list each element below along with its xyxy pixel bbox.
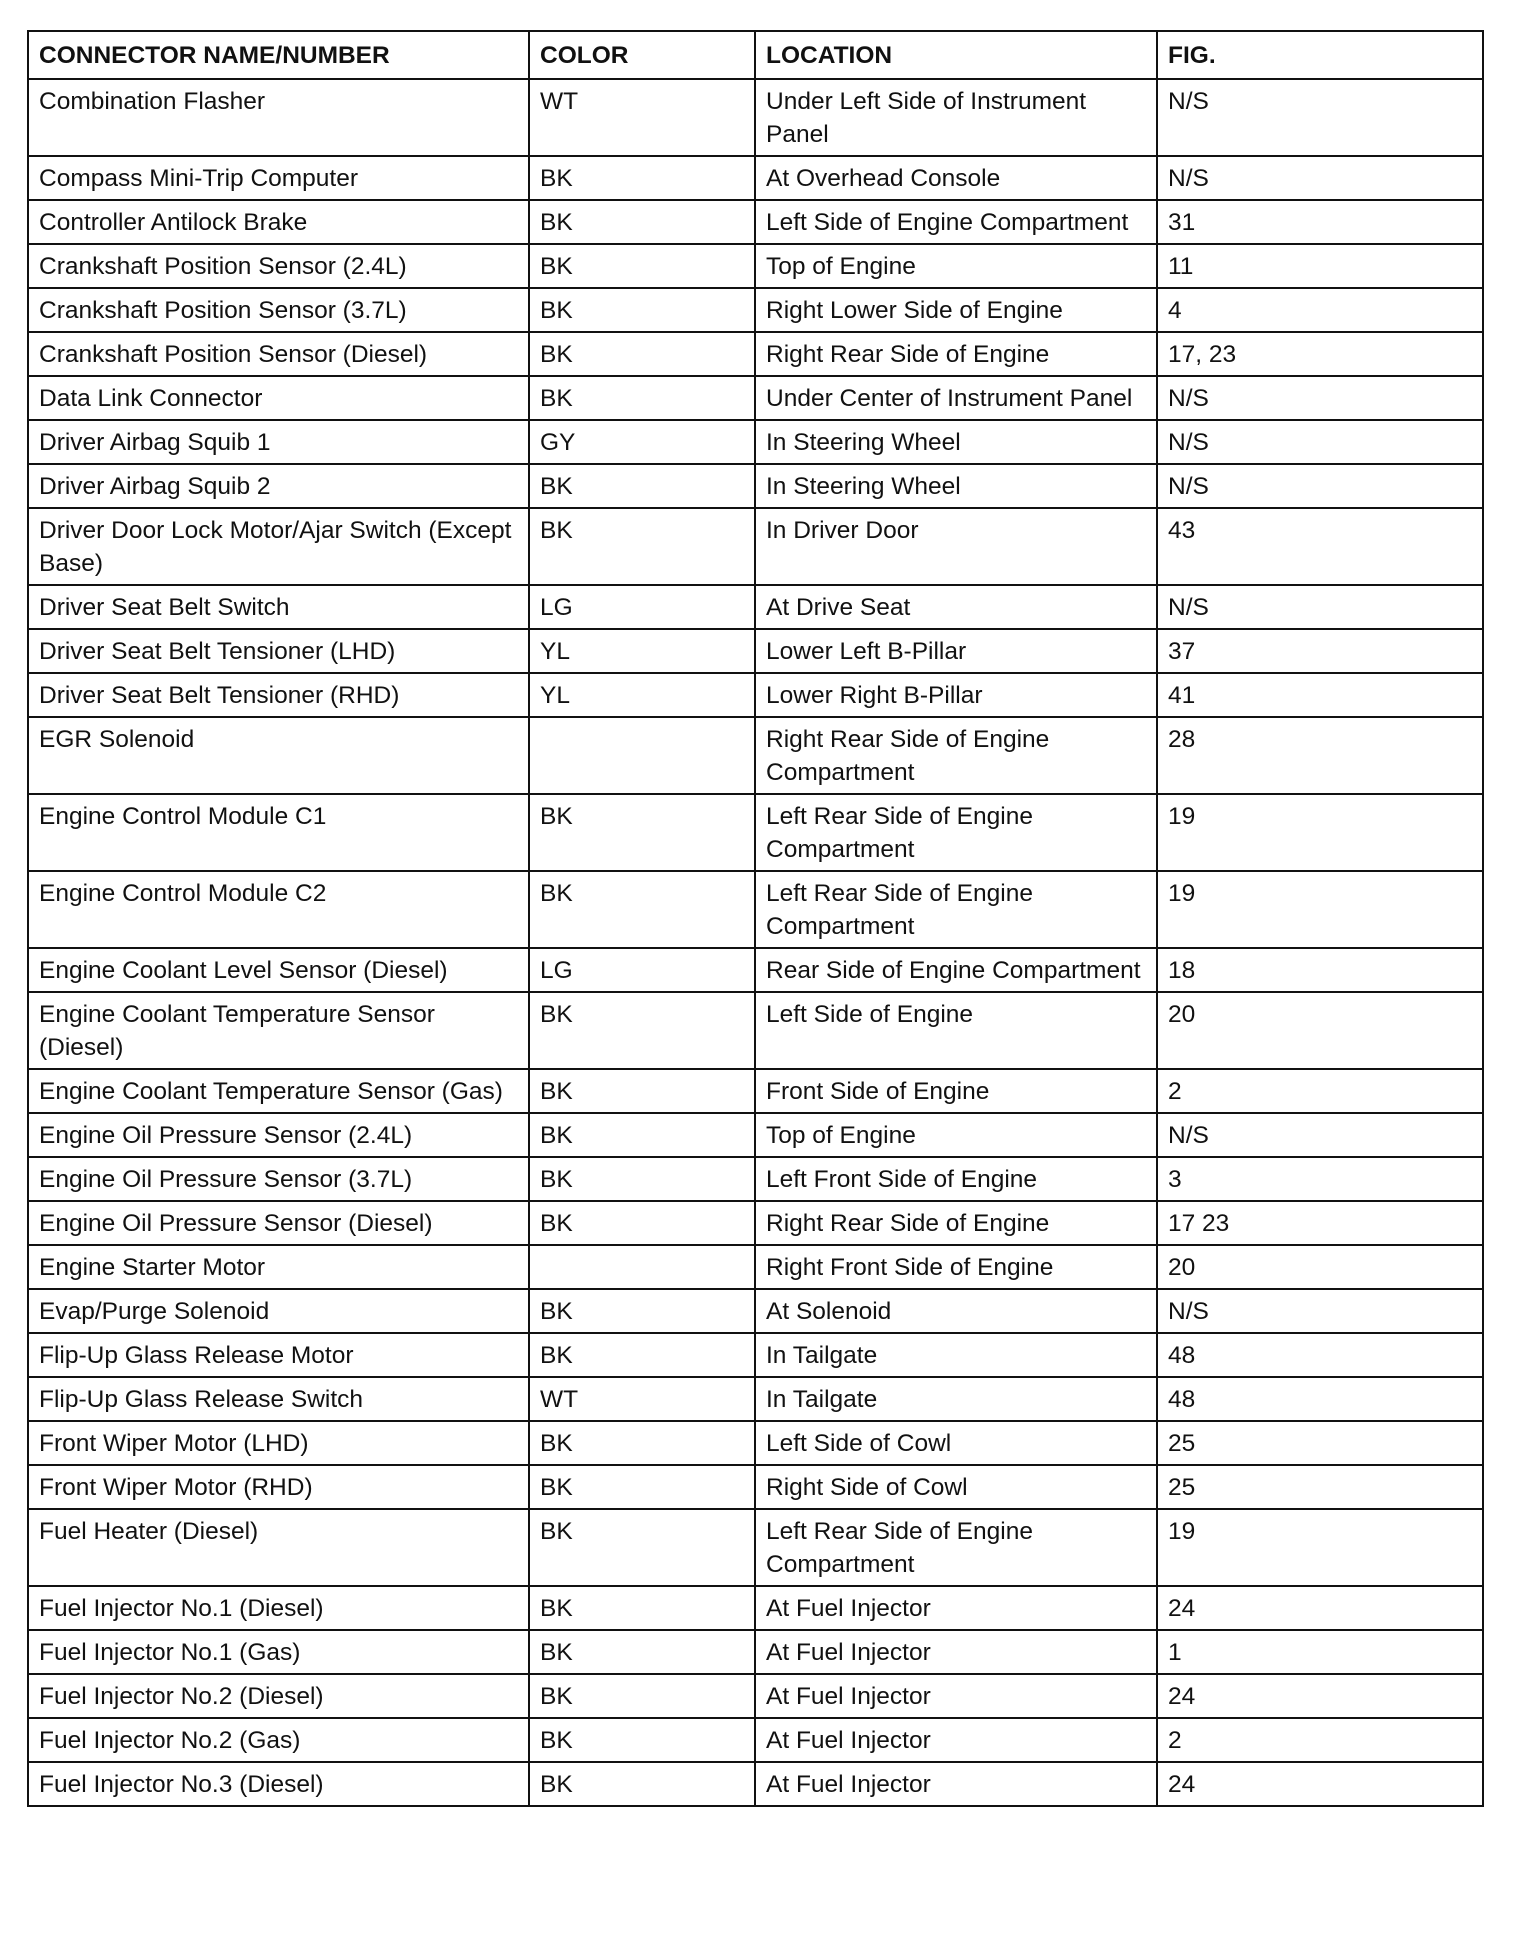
location-cell: Right Rear Side of Engine Compartment <box>755 717 1157 794</box>
connector-name-cell: Fuel Injector No.3 (Diesel) <box>28 1762 529 1806</box>
color-cell: BK <box>529 1421 755 1465</box>
connector-name-cell: Flip-Up Glass Release Motor <box>28 1333 529 1377</box>
connector-name-cell: Driver Airbag Squib 2 <box>28 464 529 508</box>
connector-table <box>27 30 1484 1807</box>
fig-cell: 24 <box>1157 1762 1483 1806</box>
connector-name-cell: Engine Oil Pressure Sensor (2.4L) <box>28 1113 529 1157</box>
table-row <box>28 585 1483 629</box>
color-cell: LG <box>529 948 755 992</box>
location-cell: At Fuel Injector <box>755 1674 1157 1718</box>
table-row <box>28 1674 1483 1718</box>
connector-name-cell: Crankshaft Position Sensor (3.7L) <box>28 288 529 332</box>
color-cell: BK <box>529 871 755 948</box>
location-cell: At Overhead Console <box>755 156 1157 200</box>
table-row <box>28 1421 1483 1465</box>
color-cell: YL <box>529 629 755 673</box>
table-row <box>28 1762 1483 1806</box>
color-cell: BK <box>529 1201 755 1245</box>
color-cell: BK <box>529 1465 755 1509</box>
color-cell: YL <box>529 673 755 717</box>
fig-cell: 43 <box>1157 508 1483 585</box>
color-cell: BK <box>529 156 755 200</box>
connector-name-cell: Engine Oil Pressure Sensor (3.7L) <box>28 1157 529 1201</box>
connector-name-cell: Crankshaft Position Sensor (2.4L) <box>28 244 529 288</box>
table-row <box>28 79 1483 156</box>
connector-name-cell: Driver Airbag Squib 1 <box>28 420 529 464</box>
color-cell: BK <box>529 1333 755 1377</box>
table-row <box>28 332 1483 376</box>
connector-name-cell: Compass Mini-Trip Computer <box>28 156 529 200</box>
location-cell: At Fuel Injector <box>755 1762 1157 1806</box>
table-row <box>28 508 1483 585</box>
connector-name-cell: Engine Control Module C1 <box>28 794 529 871</box>
location-cell: In Steering Wheel <box>755 420 1157 464</box>
connector-name-cell: Engine Control Module C2 <box>28 871 529 948</box>
connector-name-cell: Driver Seat Belt Tensioner (RHD) <box>28 673 529 717</box>
table-row <box>28 156 1483 200</box>
location-cell: Right Side of Cowl <box>755 1465 1157 1509</box>
location-cell: Top of Engine <box>755 1113 1157 1157</box>
table-row <box>28 673 1483 717</box>
table-row <box>28 1509 1483 1586</box>
location-cell: In Tailgate <box>755 1333 1157 1377</box>
connector-name-cell: Fuel Injector No.1 (Diesel) <box>28 1586 529 1630</box>
fig-cell: 37 <box>1157 629 1483 673</box>
fig-cell: 20 <box>1157 992 1483 1069</box>
color-cell: BK <box>529 332 755 376</box>
fig-cell: 25 <box>1157 1465 1483 1509</box>
color-cell: BK <box>529 794 755 871</box>
table-row <box>28 1333 1483 1377</box>
connector-name-cell: Driver Seat Belt Switch <box>28 585 529 629</box>
location-cell: Left Front Side of Engine <box>755 1157 1157 1201</box>
color-cell: LG <box>529 585 755 629</box>
connector-name-cell: Front Wiper Motor (LHD) <box>28 1421 529 1465</box>
fig-cell: 3 <box>1157 1157 1483 1201</box>
table-row <box>28 948 1483 992</box>
color-cell: BK <box>529 1069 755 1113</box>
header-fig: FIG. <box>1157 31 1483 79</box>
fig-cell: 24 <box>1157 1674 1483 1718</box>
connector-name-cell: Fuel Injector No.2 (Gas) <box>28 1718 529 1762</box>
location-cell: Top of Engine <box>755 244 1157 288</box>
fig-cell: 17, 23 <box>1157 332 1483 376</box>
header-color: COLOR <box>529 31 755 79</box>
location-cell: Left Side of Cowl <box>755 1421 1157 1465</box>
color-cell: BK <box>529 992 755 1069</box>
location-cell: In Steering Wheel <box>755 464 1157 508</box>
fig-cell: 31 <box>1157 200 1483 244</box>
fig-cell: N/S <box>1157 1113 1483 1157</box>
connector-name-cell: Engine Oil Pressure Sensor (Diesel) <box>28 1201 529 1245</box>
fig-cell: N/S <box>1157 376 1483 420</box>
fig-cell: N/S <box>1157 464 1483 508</box>
fig-cell: 18 <box>1157 948 1483 992</box>
color-cell: BK <box>529 1718 755 1762</box>
fig-cell: N/S <box>1157 79 1483 156</box>
table-row <box>28 871 1483 948</box>
connector-name-cell: Fuel Injector No.1 (Gas) <box>28 1630 529 1674</box>
table-row <box>28 717 1483 794</box>
color-cell: BK <box>529 1157 755 1201</box>
table-row <box>28 1718 1483 1762</box>
table-row <box>28 1157 1483 1201</box>
fig-cell: 17 23 <box>1157 1201 1483 1245</box>
fig-cell: 25 <box>1157 1421 1483 1465</box>
color-cell: BK <box>529 1630 755 1674</box>
connector-name-cell: Engine Coolant Level Sensor (Diesel) <box>28 948 529 992</box>
connector-name-cell: Combination Flasher <box>28 79 529 156</box>
table-row <box>28 1586 1483 1630</box>
fig-cell: 11 <box>1157 244 1483 288</box>
fig-cell: 28 <box>1157 717 1483 794</box>
table-row <box>28 1113 1483 1157</box>
color-cell: WT <box>529 79 755 156</box>
fig-cell: N/S <box>1157 420 1483 464</box>
header-location: LOCATION <box>755 31 1157 79</box>
color-cell: BK <box>529 1289 755 1333</box>
color-cell: BK <box>529 1674 755 1718</box>
fig-cell: 20 <box>1157 1245 1483 1289</box>
connector-name-cell: Front Wiper Motor (RHD) <box>28 1465 529 1509</box>
connector-name-cell: Flip-Up Glass Release Switch <box>28 1377 529 1421</box>
location-cell: At Drive Seat <box>755 585 1157 629</box>
location-cell: Right Rear Side of Engine <box>755 332 1157 376</box>
table-row <box>28 629 1483 673</box>
location-cell: Left Rear Side of Engine Compartment <box>755 794 1157 871</box>
fig-cell: 2 <box>1157 1718 1483 1762</box>
location-cell: At Fuel Injector <box>755 1718 1157 1762</box>
connector-name-cell: Crankshaft Position Sensor (Diesel) <box>28 332 529 376</box>
table-header-row <box>28 31 1483 79</box>
color-cell: BK <box>529 1762 755 1806</box>
table-row <box>28 420 1483 464</box>
table-row <box>28 1245 1483 1289</box>
color-cell: BK <box>529 1509 755 1586</box>
location-cell: Rear Side of Engine Compartment <box>755 948 1157 992</box>
color-cell <box>529 717 755 794</box>
connector-name-cell: EGR Solenoid <box>28 717 529 794</box>
location-cell: Lower Right B-Pillar <box>755 673 1157 717</box>
location-cell: Left Rear Side of Engine Compartment <box>755 871 1157 948</box>
location-cell: At Fuel Injector <box>755 1630 1157 1674</box>
location-cell: Front Side of Engine <box>755 1069 1157 1113</box>
table-row <box>28 1465 1483 1509</box>
table-row <box>28 1069 1483 1113</box>
location-cell: In Tailgate <box>755 1377 1157 1421</box>
location-cell: Left Side of Engine <box>755 992 1157 1069</box>
connector-name-cell: Evap/Purge Solenoid <box>28 1289 529 1333</box>
location-cell: Right Front Side of Engine <box>755 1245 1157 1289</box>
color-cell: BK <box>529 464 755 508</box>
header-connector-name: CONNECTOR NAME/NUMBER <box>28 31 529 79</box>
fig-cell: 48 <box>1157 1377 1483 1421</box>
table-row <box>28 1377 1483 1421</box>
table-row <box>28 376 1483 420</box>
connector-name-cell: Engine Starter Motor <box>28 1245 529 1289</box>
fig-cell: 1 <box>1157 1630 1483 1674</box>
location-cell: At Fuel Injector <box>755 1586 1157 1630</box>
fig-cell: N/S <box>1157 156 1483 200</box>
color-cell: BK <box>529 288 755 332</box>
location-cell: Under Center of Instrument Panel <box>755 376 1157 420</box>
location-cell: Right Rear Side of Engine <box>755 1201 1157 1245</box>
table-row <box>28 992 1483 1069</box>
location-cell: In Driver Door <box>755 508 1157 585</box>
connector-name-cell: Data Link Connector <box>28 376 529 420</box>
connector-name-cell: Driver Seat Belt Tensioner (LHD) <box>28 629 529 673</box>
location-cell: Left Rear Side of Engine Compartment <box>755 1509 1157 1586</box>
table-row <box>28 794 1483 871</box>
color-cell: BK <box>529 508 755 585</box>
color-cell: BK <box>529 1113 755 1157</box>
fig-cell: 19 <box>1157 794 1483 871</box>
color-cell <box>529 1245 755 1289</box>
location-cell: Under Left Side of Instrument Panel <box>755 79 1157 156</box>
connector-name-cell: Fuel Injector No.2 (Diesel) <box>28 1674 529 1718</box>
fig-cell: 2 <box>1157 1069 1483 1113</box>
location-cell: At Solenoid <box>755 1289 1157 1333</box>
table-row <box>28 200 1483 244</box>
fig-cell: 19 <box>1157 871 1483 948</box>
connector-name-cell: Fuel Heater (Diesel) <box>28 1509 529 1586</box>
connector-name-cell: Driver Door Lock Motor/Ajar Switch (Except Base) <box>28 508 529 585</box>
fig-cell: N/S <box>1157 1289 1483 1333</box>
fig-cell: 4 <box>1157 288 1483 332</box>
color-cell: BK <box>529 1586 755 1630</box>
location-cell: Left Side of Engine Compartment <box>755 200 1157 244</box>
table-row <box>28 288 1483 332</box>
color-cell: BK <box>529 200 755 244</box>
fig-cell: N/S <box>1157 585 1483 629</box>
table-row <box>28 1630 1483 1674</box>
table-row <box>28 1289 1483 1333</box>
color-cell: GY <box>529 420 755 464</box>
color-cell: BK <box>529 244 755 288</box>
location-cell: Right Lower Side of Engine <box>755 288 1157 332</box>
location-cell: Lower Left B-Pillar <box>755 629 1157 673</box>
fig-cell: 19 <box>1157 1509 1483 1586</box>
connector-name-cell: Controller Antilock Brake <box>28 200 529 244</box>
fig-cell: 48 <box>1157 1333 1483 1377</box>
fig-cell: 24 <box>1157 1586 1483 1630</box>
connector-name-cell: Engine Coolant Temperature Sensor (Diesel) <box>28 992 529 1069</box>
color-cell: BK <box>529 376 755 420</box>
table-row <box>28 1201 1483 1245</box>
connector-name-cell: Engine Coolant Temperature Sensor (Gas) <box>28 1069 529 1113</box>
table-row <box>28 244 1483 288</box>
color-cell: WT <box>529 1377 755 1421</box>
table-row <box>28 464 1483 508</box>
fig-cell: 41 <box>1157 673 1483 717</box>
